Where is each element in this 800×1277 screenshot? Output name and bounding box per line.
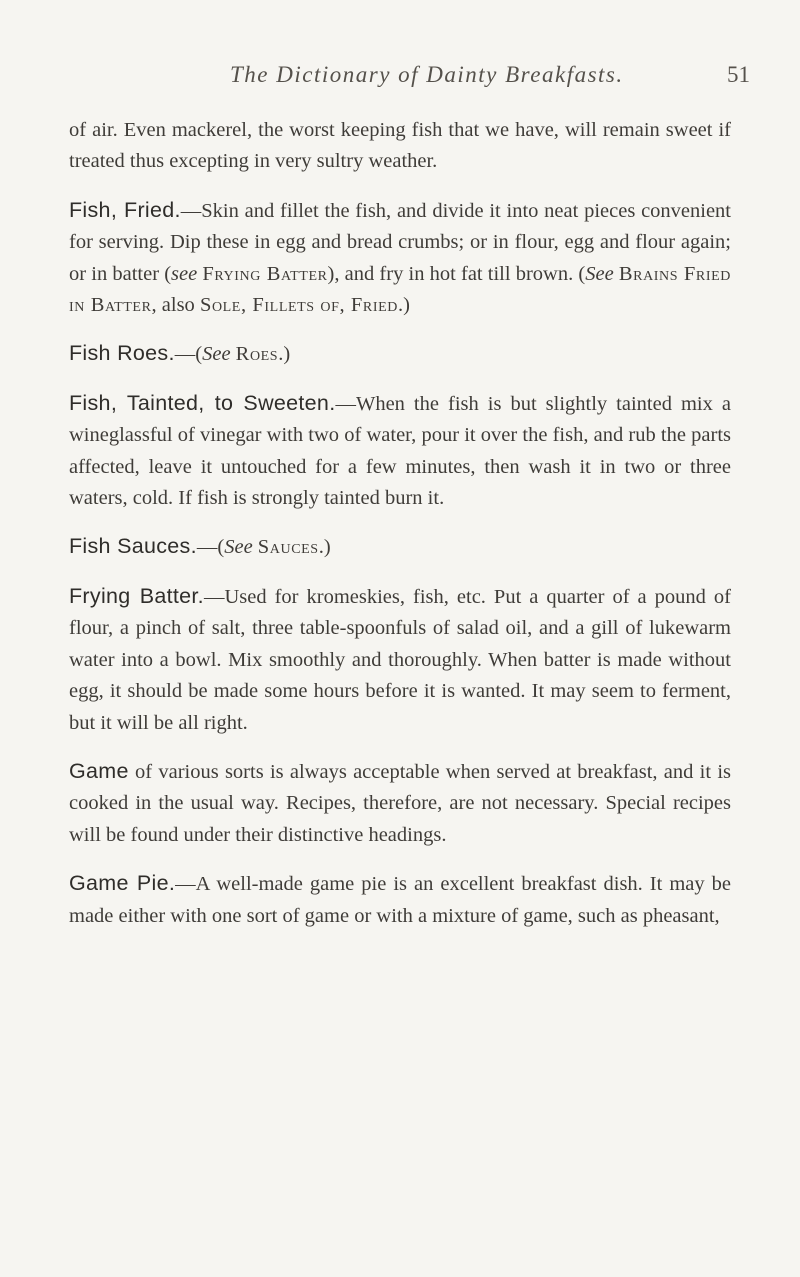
entry-game-pie — [69, 868, 731, 932]
cross-reference: Sauces — [257, 536, 319, 559]
entry-frying-batter — [69, 581, 731, 739]
cross-reference: Frying Batter — [202, 262, 328, 285]
entry-text: ), and fry in hot fat till brown. ( — [327, 262, 586, 285]
page-body — [69, 115, 731, 949]
entry-text: .) — [278, 343, 291, 366]
entry-headword: Fish Roes. — [69, 341, 175, 366]
entry-text: of various sorts is always acceptable when served at breakfast, and it is cooked in the usual way. Recipes, therefore, are not necessary. Special recipes will be found under their distinctive headings. — [69, 760, 731, 846]
entry-text: —A well-made game pie is an excellent breakfast dish. It may be made either with one sort of game or with a mixture of game, such as pheasant, — [69, 873, 731, 927]
entry-headword: Game Pie. — [69, 871, 176, 896]
see-reference-word: See — [202, 343, 231, 366]
entry-text: —When the fish is but slightly tainted mix a wineglassful of vinegar with two of water, pour it over the fish, and rub the parts affected, leave it untouched for a few minutes, then wash it in two or three waters, cold. If fish is strongly tainted burn it. — [69, 392, 731, 510]
entry-text: —Used for kromeskies, fish, etc. Put a quarter of a pound of flour, a pinch of salt, three table-spoonfuls of salad oil, and a gill of lukewarm water into a bowl. Mix smoothly and thoroughly. When batter is made without egg, it should be made some hours before it is wanted. It may seem to ferment, but it will be all right. — [69, 585, 732, 734]
entry-text: —( — [174, 343, 203, 366]
entry-fish-tainted — [69, 388, 731, 515]
entry-text: .) — [398, 294, 410, 317]
entry-headword: Frying Batter. — [69, 583, 204, 608]
entry-headword: Game — [69, 758, 129, 783]
entry-fish-roes — [69, 338, 731, 370]
see-reference-word: See — [585, 262, 614, 285]
running-head — [230, 62, 750, 102]
running-title: The Dictionary of Dainty Breakfasts. — [230, 62, 624, 87]
cross-reference: Sole, Fillets of, Fried — [199, 294, 398, 317]
page-number: 51 — [727, 62, 750, 87]
entry-fish-fried — [69, 195, 731, 322]
entry-headword: Fish, Fried. — [69, 197, 181, 222]
entry-fish-sauces — [69, 531, 731, 563]
entry-text: —( — [196, 536, 225, 559]
entry-text: , also — [151, 294, 200, 317]
cross-reference: Roes — [235, 343, 279, 366]
entry-game — [69, 756, 731, 851]
entry-text: —Skin and fillet the fish, and divide it into neat pieces convenient for serving. Dip these in egg and bread crumbs; or in flour, egg and flour again; or in batter ( — [69, 199, 732, 285]
entry-text: of air. Even mackerel, the worst keeping fish that we have, will remain sweet if treated thus excepting in very sultry weather. — [69, 119, 731, 173]
entry-headword: Fish, Tainted, to Sweeten. — [69, 390, 336, 415]
see-reference-word: see — [171, 262, 198, 285]
entry-continuation — [69, 115, 731, 178]
see-reference-word: See — [224, 536, 253, 559]
entry-headword: Fish Sauces. — [69, 534, 197, 559]
cross-reference: Brains Fried in Batter — [69, 262, 731, 317]
entry-text: .) — [318, 536, 331, 559]
